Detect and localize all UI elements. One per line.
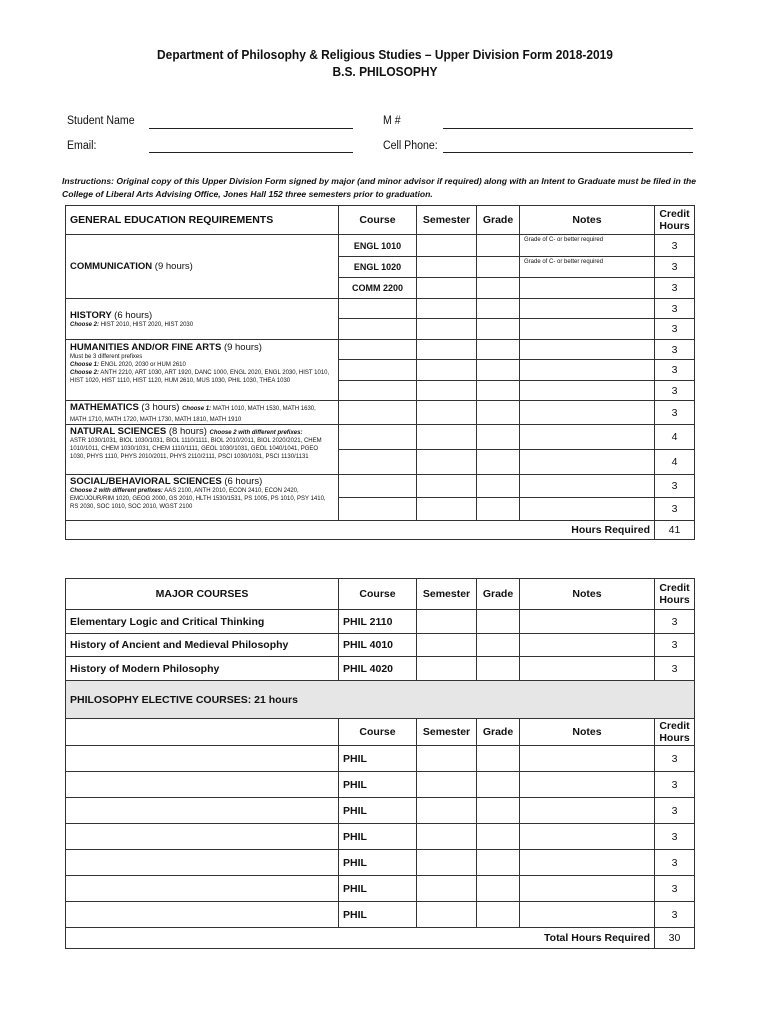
credit-cell: 3 — [655, 824, 695, 850]
major-table — [65, 578, 695, 949]
credit-cell: 3 — [655, 850, 695, 876]
semester-cell[interactable] — [417, 257, 477, 278]
course-code[interactable]: PHIL — [339, 850, 417, 876]
elective-title: PHILOSOPHY ELECTIVE COURSES: 21 hours — [66, 681, 695, 719]
credit-cell: 3 — [655, 381, 695, 401]
major-title: MAJOR COURSES — [66, 579, 339, 610]
table-row — [66, 610, 695, 634]
course-name-cell[interactable] — [66, 824, 339, 850]
semester-cell[interactable] — [417, 401, 477, 425]
note-cell[interactable] — [520, 425, 655, 450]
note-cell[interactable] — [520, 401, 655, 425]
course-code: PHIL 4020 — [339, 657, 417, 681]
note-cell[interactable] — [520, 798, 655, 824]
grade-cell[interactable] — [477, 425, 520, 450]
col-credit: Credit Hours — [655, 206, 695, 235]
note-cell[interactable] — [520, 340, 655, 360]
note-cell[interactable] — [520, 772, 655, 798]
grade-cell[interactable] — [477, 876, 520, 902]
grade-cell[interactable] — [477, 257, 520, 278]
grade-cell[interactable] — [477, 824, 520, 850]
course-code[interactable]: PHIL — [339, 876, 417, 902]
grade-cell[interactable] — [477, 850, 520, 876]
note-cell[interactable] — [520, 475, 655, 498]
semester-cell[interactable] — [417, 381, 477, 401]
course-code: PHIL 4010 — [339, 634, 417, 657]
note-cell[interactable] — [520, 450, 655, 475]
semester-cell[interactable] — [417, 475, 477, 498]
semester-cell[interactable] — [417, 902, 477, 928]
course-code[interactable]: PHIL — [339, 798, 417, 824]
table-row — [66, 340, 695, 360]
grade-cell[interactable] — [477, 381, 520, 401]
note-cell[interactable] — [520, 278, 655, 299]
semester-cell[interactable] — [417, 360, 477, 381]
semester-cell[interactable] — [417, 450, 477, 475]
semester-cell[interactable] — [417, 498, 477, 521]
course-name-cell[interactable] — [66, 772, 339, 798]
table-row — [66, 634, 695, 657]
course-code: PHIL 2110 — [339, 610, 417, 634]
grade-cell[interactable] — [477, 610, 520, 634]
credit-cell: 3 — [655, 634, 695, 657]
credit-cell: 3 — [655, 401, 695, 425]
credit-cell: 3 — [655, 876, 695, 902]
course-code: ENGL 1020 — [339, 257, 417, 278]
course-code: ENGL 1010 — [339, 235, 417, 257]
course-name-cell[interactable] — [66, 798, 339, 824]
table-row — [66, 235, 695, 257]
cell-phone-label: Cell Phone: — [383, 140, 438, 152]
note-cell[interactable] — [520, 360, 655, 381]
page-title: Department of Philosophy & Religious Studies – Upper Division Form 2018-2019 — [157, 47, 613, 62]
course-name-cell[interactable] — [66, 850, 339, 876]
col-course: Course — [339, 579, 417, 610]
course-cell[interactable] — [339, 498, 417, 521]
course-name: History of Modern Philosophy — [66, 657, 339, 681]
student-name-label: Student Name — [67, 115, 135, 127]
col-semester: Semester — [417, 206, 477, 235]
col-notes: Notes — [520, 579, 655, 610]
table-row — [66, 850, 695, 876]
col-credit: Credit Hours — [655, 719, 695, 746]
course-cell[interactable] — [339, 450, 417, 475]
email-label: Email: — [67, 140, 97, 152]
note-cell[interactable] — [520, 634, 655, 657]
col-course: Course — [339, 719, 417, 746]
course-name: Elementary Logic and Critical Thinking — [66, 610, 339, 634]
course-code[interactable]: PHIL — [339, 824, 417, 850]
humanities-section: HUMANITIES AND/OR FINE ARTS (9 hours) Must be 3 different prefixes Choose 1: ENGL 2020, 2030 or HUM 2610 Choose 2: ANTH 2210, ART 1030, ART 1920, DANC 1000, ENGL 2020, ENGL 2030, HIST 1010, HIST 1020, HIST 1110, HIST 1120, HUM 2610, MUS 1030, PHIL 1030, THEA 1030 — [66, 340, 339, 401]
grade-cell[interactable] — [477, 360, 520, 381]
col-semester: Semester — [417, 579, 477, 610]
gen-ed-table — [65, 205, 695, 540]
grade-cell[interactable] — [477, 746, 520, 772]
m-number-field[interactable] — [443, 128, 693, 129]
hours-required-row — [66, 521, 695, 540]
table-row — [66, 798, 695, 824]
grade-cell[interactable] — [477, 450, 520, 475]
course-cell[interactable] — [339, 340, 417, 360]
col-semester: Semester — [417, 719, 477, 746]
table-row — [66, 876, 695, 902]
credit-cell: 3 — [655, 360, 695, 381]
credit-cell: 3 — [655, 657, 695, 681]
gen-ed-title: GENERAL EDUCATION REQUIREMENTS — [66, 206, 339, 235]
table-row — [66, 475, 695, 498]
elective-header-blank — [66, 719, 339, 746]
note-cell[interactable] — [520, 498, 655, 521]
grade-cell[interactable] — [477, 319, 520, 340]
course-cell[interactable] — [339, 299, 417, 319]
table-row — [66, 772, 695, 798]
semester-cell[interactable] — [417, 850, 477, 876]
semester-cell[interactable] — [417, 634, 477, 657]
note-cell[interactable] — [520, 299, 655, 319]
credit-cell: 3 — [655, 257, 695, 278]
natural-sciences-section: NATURAL SCIENCES (8 hours) Choose 2 with different prefixes: ASTR 1030/1031, BIOL 1030/1031, BIOL 1110/1111, BIOL 2010/2011, BIOL 2020/2021, CHEM 1010/1011, CHEM 1030/1031, CHEM 1110/1111, GEOL 1030/1031, GEOL 1040/1041, PGEO 1030, PHYS 1110, PHYS 2010/2011, PHYS 2110/2111, PSCI 1030/1031, PSCI 1130/1131 — [66, 425, 339, 475]
course-cell[interactable] — [339, 381, 417, 401]
m-number-label: M # — [383, 115, 401, 127]
email-field[interactable] — [149, 152, 353, 153]
col-grade: Grade — [477, 719, 520, 746]
grade-cell[interactable] — [477, 634, 520, 657]
credit-cell: 3 — [655, 235, 695, 257]
note-cell: Grade of C- or better required — [520, 235, 655, 257]
credit-cell: 3 — [655, 798, 695, 824]
course-code: COMM 2200 — [339, 278, 417, 299]
credit-cell: 3 — [655, 902, 695, 928]
course-name-cell[interactable] — [66, 746, 339, 772]
grade-cell[interactable] — [477, 401, 520, 425]
table-row — [66, 824, 695, 850]
grade-cell[interactable] — [477, 798, 520, 824]
grade-cell[interactable] — [477, 772, 520, 798]
semester-cell[interactable] — [417, 657, 477, 681]
credit-cell: 3 — [655, 299, 695, 319]
credit-cell: 3 — [655, 278, 695, 299]
grade-cell[interactable] — [477, 299, 520, 319]
semester-cell[interactable] — [417, 772, 477, 798]
col-notes: Notes — [520, 206, 655, 235]
table-row — [66, 902, 695, 928]
semester-cell[interactable] — [417, 610, 477, 634]
credit-cell: 4 — [655, 425, 695, 450]
note-cell[interactable] — [520, 850, 655, 876]
credit-cell: 3 — [655, 475, 695, 498]
table-row — [66, 746, 695, 772]
total-hours-value: 30 — [655, 928, 695, 949]
course-name: History of Ancient and Medieval Philosophy — [66, 634, 339, 657]
instructions: Instructions: Original copy of this Upper Division Form signed by major (and minor advisor if required) along with an Intent to Graduate must be filed in the College of Liberal Arts Advising Office, Jones Hall 152 three semesters prior to graduation. — [62, 176, 697, 199]
credit-cell: 3 — [655, 498, 695, 521]
communication-section: COMMUNICATION (9 hours) — [66, 235, 339, 299]
hours-required-label: Hours Required — [66, 521, 655, 540]
history-section: HISTORY (6 hours) Choose 2: HIST 2010, HIST 2020, HIST 2030 — [66, 299, 339, 340]
total-hours-row — [66, 928, 695, 949]
note-cell[interactable] — [520, 610, 655, 634]
course-name-cell[interactable] — [66, 876, 339, 902]
col-grade: Grade — [477, 579, 520, 610]
total-hours-label: Total Hours Required — [66, 928, 655, 949]
table-row — [66, 657, 695, 681]
credit-cell: 3 — [655, 319, 695, 340]
note-cell[interactable] — [520, 824, 655, 850]
col-notes: Notes — [520, 719, 655, 746]
col-grade: Grade — [477, 206, 520, 235]
semester-cell[interactable] — [417, 746, 477, 772]
note-cell[interactable] — [520, 381, 655, 401]
grade-cell[interactable] — [477, 340, 520, 360]
semester-cell[interactable] — [417, 340, 477, 360]
semester-cell[interactable] — [417, 235, 477, 257]
course-cell[interactable] — [339, 360, 417, 381]
grade-cell[interactable] — [477, 235, 520, 257]
cell-phone-field[interactable] — [443, 152, 693, 153]
grade-cell[interactable] — [477, 475, 520, 498]
course-cell[interactable] — [339, 319, 417, 340]
credit-cell: 4 — [655, 450, 695, 475]
course-code[interactable]: PHIL — [339, 902, 417, 928]
note-cell[interactable] — [520, 319, 655, 340]
course-cell[interactable] — [339, 401, 417, 425]
credit-cell: 3 — [655, 610, 695, 634]
hours-required-value: 41 — [655, 521, 695, 540]
semester-cell[interactable] — [417, 319, 477, 340]
student-name-field[interactable] — [149, 128, 353, 129]
credit-cell: 3 — [655, 772, 695, 798]
semester-cell[interactable] — [417, 299, 477, 319]
semester-cell[interactable] — [417, 278, 477, 299]
credit-cell: 3 — [655, 340, 695, 360]
course-name-cell[interactable] — [66, 902, 339, 928]
table-row — [66, 299, 695, 319]
note-cell[interactable] — [520, 876, 655, 902]
grade-cell[interactable] — [477, 278, 520, 299]
course-code[interactable]: PHIL — [339, 746, 417, 772]
col-course: Course — [339, 206, 417, 235]
page-subtitle: B.S. PHILOSOPHY — [332, 64, 438, 79]
course-code[interactable]: PHIL — [339, 772, 417, 798]
grade-cell[interactable] — [477, 902, 520, 928]
grade-cell[interactable] — [477, 498, 520, 521]
grade-cell[interactable] — [477, 657, 520, 681]
semester-cell[interactable] — [417, 425, 477, 450]
credit-cell: 3 — [655, 746, 695, 772]
semester-cell[interactable] — [417, 876, 477, 902]
social-sciences-section: SOCIAL/BEHAVIORAL SCIENCES (6 hours) Choose 2 with different prefixes: AAS 2100, ANTH 2010, ECON 2410, ECON 2420, EMC/JOUR/RIM 1020, GEOG 2000, GS 2010, HLTH 1530/1531, PS 1005, PS 1010, PSY 1410, RS 2030, SOC 1010, SOC 2010, WGST 2100 — [66, 475, 339, 521]
col-credit: Credit Hours — [655, 579, 695, 610]
semester-cell[interactable] — [417, 824, 477, 850]
course-cell[interactable] — [339, 475, 417, 498]
note-cell[interactable] — [520, 746, 655, 772]
note-cell[interactable] — [520, 902, 655, 928]
note-cell: Grade of C- or better required — [520, 257, 655, 278]
semester-cell[interactable] — [417, 798, 477, 824]
note-cell[interactable] — [520, 657, 655, 681]
course-cell[interactable] — [339, 425, 417, 450]
mathematics-section: MATHEMATICS (3 hours) Choose 1: MATH 1010, MATH 1530, MATH 1630, MATH 1710, MATH 1720, MATH 1730, MATH 1810, MATH 1910 — [66, 401, 339, 425]
table-row — [66, 425, 695, 450]
table-row — [66, 401, 695, 425]
